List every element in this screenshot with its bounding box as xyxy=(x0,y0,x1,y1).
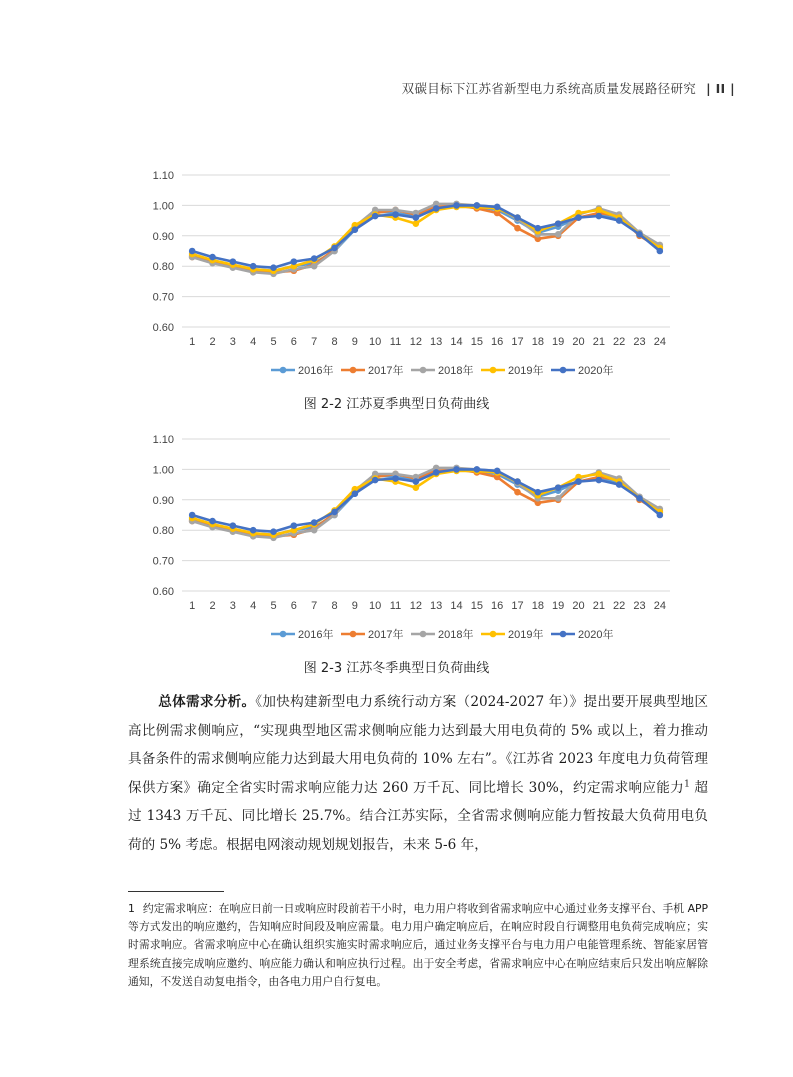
legend-label: 2020年 xyxy=(578,629,614,641)
data-point xyxy=(453,202,460,209)
x-tick-label: 8 xyxy=(331,600,338,612)
x-tick-label: 3 xyxy=(229,600,236,612)
footnote-text: 约定需求响应：在响应日前一日或响应时段前若干小时，电力用户将收到省需求响应中心通过业务支撑平台、手机 APP 等方式发出的响应邀约，告知响应时间段及响应需量。电力用户确定响应后，在响应时段自行调整用电负荷完成响应；实时需求响应。省需求响应中心在确认组织实施实时需求响应后，通过业务支撑平台与电力用户电能管理系统、智能家居管理系统直接完成响应邀约、响应能力确认和响应执行过程。出于安全考虑，省需求响应中心在响应结束后只发出响应解除通知，不发送自动复电指令，由各电力用户自行复电。 xyxy=(128,902,708,988)
y-tick-label: 1.00 xyxy=(152,200,174,213)
y-tick-label: 0.70 xyxy=(152,291,174,304)
data-point xyxy=(270,264,277,271)
data-point xyxy=(657,248,664,255)
legend-marker xyxy=(350,367,357,374)
data-point xyxy=(311,527,318,534)
summer-chart-caption: 图 2-2 江苏夏季典型日负荷曲线 xyxy=(303,397,490,412)
data-point xyxy=(331,245,338,252)
data-point xyxy=(372,213,379,220)
data-point xyxy=(433,469,440,476)
data-point xyxy=(555,495,562,502)
data-point xyxy=(596,213,603,220)
data-point xyxy=(433,205,440,212)
x-tick-label: 22 xyxy=(613,336,626,348)
data-point xyxy=(413,220,420,227)
legend-label: 2018年 xyxy=(438,629,474,641)
x-tick-label: 13 xyxy=(430,600,443,612)
x-tick-label: 23 xyxy=(633,336,646,348)
x-tick-label: 22 xyxy=(613,600,626,612)
data-point xyxy=(596,207,603,214)
x-tick-label: 24 xyxy=(653,600,666,612)
data-point xyxy=(250,263,257,270)
y-tick-label: 1.10 xyxy=(152,434,174,446)
data-point xyxy=(514,225,521,232)
data-point xyxy=(555,231,562,238)
data-point xyxy=(392,211,399,218)
x-tick-label: 21 xyxy=(592,336,605,348)
x-tick-label: 12 xyxy=(409,336,422,348)
legend-marker xyxy=(490,631,497,638)
data-point xyxy=(372,477,379,484)
data-point xyxy=(352,226,359,233)
y-tick-label: 0.80 xyxy=(152,525,174,538)
x-tick-label: 8 xyxy=(331,336,338,348)
y-tick-label: 0.60 xyxy=(152,586,174,598)
x-tick-label: 5 xyxy=(270,600,277,612)
x-tick-label: 16 xyxy=(491,600,504,612)
x-tick-label: 17 xyxy=(511,336,524,348)
footnote-divider xyxy=(128,891,224,892)
y-tick-label: 0.60 xyxy=(152,322,174,334)
data-point xyxy=(474,466,481,473)
legend-marker xyxy=(280,367,287,374)
winter-load-chart xyxy=(140,426,700,644)
legend-marker xyxy=(420,367,427,374)
data-point xyxy=(657,512,664,519)
data-point xyxy=(413,484,420,491)
x-tick-label: 12 xyxy=(409,600,422,612)
x-tick-label: 15 xyxy=(470,336,483,348)
legend-label: 2019年 xyxy=(508,629,544,641)
x-tick-label: 10 xyxy=(369,600,382,612)
data-point xyxy=(514,478,521,485)
footnote-number: 1 xyxy=(128,902,135,915)
chart-svg xyxy=(140,162,700,380)
data-point xyxy=(555,484,562,491)
data-point xyxy=(250,527,257,534)
y-tick-label: 1.10 xyxy=(152,170,174,182)
y-tick-label: 1.00 xyxy=(152,464,174,477)
data-point xyxy=(230,522,237,529)
data-point xyxy=(392,475,399,482)
data-point xyxy=(494,204,501,211)
body-paragraph xyxy=(128,688,708,859)
x-tick-label: 7 xyxy=(311,600,318,612)
x-tick-label: 9 xyxy=(351,336,358,348)
data-point xyxy=(474,202,481,209)
footnote-ref[interactable]: 1 xyxy=(684,778,690,789)
data-point xyxy=(230,258,237,265)
data-point xyxy=(575,214,582,221)
x-tick-label: 2 xyxy=(209,336,216,348)
x-tick-label: 14 xyxy=(450,336,463,348)
x-tick-label: 3 xyxy=(229,336,236,348)
x-tick-label: 24 xyxy=(653,336,666,348)
legend-marker xyxy=(560,631,567,638)
legend-label: 2016年 xyxy=(298,629,334,641)
data-point xyxy=(189,248,196,255)
x-tick-label: 20 xyxy=(572,600,585,612)
data-point xyxy=(616,481,623,488)
x-tick-label: 18 xyxy=(531,600,544,612)
data-point xyxy=(535,225,542,232)
y-tick-label: 0.90 xyxy=(152,494,174,507)
data-point xyxy=(189,512,196,519)
x-tick-label: 4 xyxy=(250,336,257,348)
legend-marker xyxy=(560,367,567,374)
data-point xyxy=(311,255,318,262)
data-point xyxy=(535,489,542,496)
winter-chart-caption: 图 2-3 江苏冬季典型日负荷曲线 xyxy=(303,661,490,676)
legend-label: 2017年 xyxy=(368,365,404,377)
summer-load-chart xyxy=(140,162,700,380)
x-tick-label: 1 xyxy=(189,600,196,612)
x-tick-label: 20 xyxy=(572,336,585,348)
x-tick-label: 2 xyxy=(209,600,216,612)
data-point xyxy=(413,214,420,221)
x-tick-label: 17 xyxy=(511,600,524,612)
x-tick-label: 10 xyxy=(369,336,382,348)
x-tick-label: 19 xyxy=(552,600,565,612)
y-tick-label: 0.90 xyxy=(152,230,174,243)
legend-label: 2017年 xyxy=(368,629,404,641)
data-point xyxy=(331,509,338,516)
x-tick-label: 1 xyxy=(189,336,196,348)
legend-label: 2016年 xyxy=(298,365,334,377)
paragraph-lead: 总体需求分析。 xyxy=(158,694,256,710)
data-point xyxy=(636,495,643,502)
data-point xyxy=(494,468,501,475)
x-tick-label: 6 xyxy=(290,336,297,348)
data-point xyxy=(575,478,582,485)
data-point xyxy=(291,522,298,529)
data-point xyxy=(636,231,643,238)
y-tick-label: 0.70 xyxy=(152,555,174,568)
legend-marker xyxy=(350,631,357,638)
data-point xyxy=(209,518,216,525)
x-tick-label: 23 xyxy=(633,600,646,612)
data-point xyxy=(514,489,521,496)
data-point xyxy=(291,258,298,265)
data-point xyxy=(555,220,562,227)
y-tick-label: 0.80 xyxy=(152,261,174,274)
data-point xyxy=(596,477,603,484)
x-tick-label: 13 xyxy=(430,336,443,348)
footnote xyxy=(128,900,708,991)
data-point xyxy=(209,254,216,261)
x-tick-label: 11 xyxy=(389,336,402,348)
data-point xyxy=(596,471,603,478)
legend-label: 2020年 xyxy=(578,365,614,377)
legend-label: 2018年 xyxy=(438,365,474,377)
data-point xyxy=(311,519,318,526)
x-tick-label: 15 xyxy=(470,600,483,612)
legend-marker xyxy=(280,631,287,638)
legend-marker xyxy=(420,631,427,638)
chart-svg xyxy=(140,426,700,644)
x-tick-label: 14 xyxy=(450,600,463,612)
x-tick-label: 4 xyxy=(250,600,257,612)
running-header xyxy=(402,79,735,97)
data-point xyxy=(413,478,420,485)
paragraph-text: 《加快构建新型电力系统行动方案（2024-2027 年）》提出要开展典型地区高比例需求侧响应，“实现典型地区需求侧响应能力达到最大用电负荷的 5% 或以上，着力推动具备条件的需求侧响应能力达到最大用电负荷的 10% 左右”。《江苏省 2023 年度电力负荷管理保供方案》确定全省实时需求响应能力达 260 万千瓦、同比增长 30%，约定需求响应能力 xyxy=(128,694,708,796)
data-point xyxy=(514,214,521,221)
running-header-title: 双碳目标下江苏省新型电力系统高质量发展路径研究 xyxy=(401,81,697,96)
data-point xyxy=(270,528,277,535)
data-point xyxy=(352,490,359,497)
x-tick-label: 5 xyxy=(270,336,277,348)
x-tick-label: 9 xyxy=(351,600,358,612)
x-tick-label: 18 xyxy=(531,336,544,348)
paragraph-text-continued: 超过 1343 万千瓦、同比增长 25.7%。结合江苏实际，全省需求侧响应能力暂按最大负荷用电负荷的 5% 考虑。根据电网滚动规划规划报告，未来 5-6 年， xyxy=(128,779,708,853)
x-tick-label: 19 xyxy=(552,336,565,348)
x-tick-label: 7 xyxy=(311,336,318,348)
x-tick-label: 16 xyxy=(491,336,504,348)
page-number-mark: | II | xyxy=(706,81,735,96)
x-tick-label: 21 xyxy=(592,600,605,612)
data-point xyxy=(616,217,623,224)
legend-label: 2019年 xyxy=(508,365,544,377)
x-tick-label: 6 xyxy=(290,600,297,612)
x-tick-label: 11 xyxy=(389,600,402,612)
data-point xyxy=(453,466,460,473)
legend-marker xyxy=(490,367,497,374)
data-point xyxy=(311,263,318,270)
